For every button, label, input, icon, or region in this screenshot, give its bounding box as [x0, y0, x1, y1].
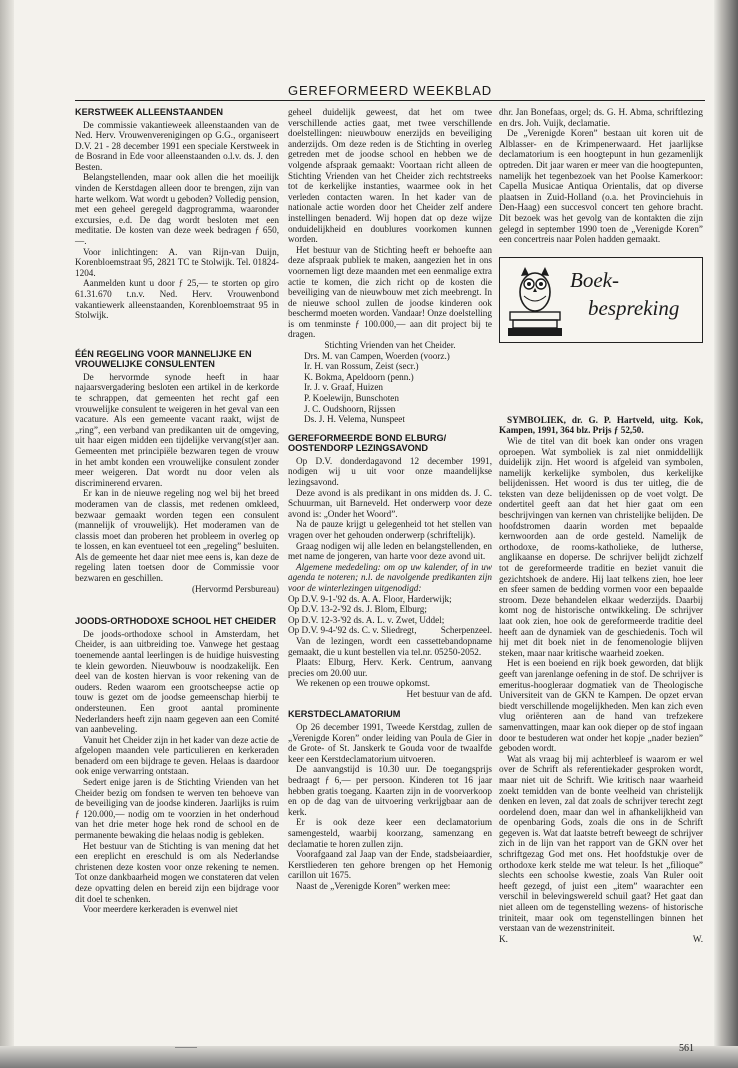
preacher-item: Op D.V. 9-4-'92 ds. C. v. Sliedregt, Scherpenzeel.: [288, 625, 492, 636]
article-regeling: [75, 349, 279, 594]
scan-edge-left: [0, 0, 14, 1068]
preacher-list: [288, 594, 492, 636]
paragraph: Na de pauze krijgt u gelegenheid tot het stellen van vragen over het gehouden onderwerp (schriftelijk).: [288, 519, 492, 540]
paragraph: Voorafgaand zal Jaap van der Ende, stadsbeiaardier, Kerstliederen ten gehore brengen op het Hemonig carillon uit 1675.: [288, 849, 492, 881]
book-review-title-2: bespreking: [588, 295, 680, 320]
board-member: K. Bokma, Apeldoorn (penn.): [304, 371, 414, 382]
preacher-item: Op D.V. 13-2-'92 ds. J. Blom, Elburg;: [288, 604, 427, 615]
paragraph: Vanuit het Cheider zijn in het kader van deze actie de afgelopen maanden vele particulieren en kerkeraden benaderd om een bijdrage te geven. Helaas is daardoor ook enige verwarring ontstaan.: [75, 734, 279, 777]
preacher-item: Op D.V. 12-3-'92 ds. A. L. v. Zwet, Uddel;: [288, 614, 445, 625]
paragraph: Graag nodigen wij alle leden en belangstellenden, en met name de jongeren, van harte voor deze avond uit.: [288, 540, 492, 562]
page-header: GEREFORMEERD WEEKBLAD: [288, 83, 492, 98]
board-member: P. Koelewijn, Bunschoten: [304, 393, 399, 404]
board-member: J. C. Oudshoorn, Rijssen: [304, 403, 396, 414]
article-heading: KERSTWEEK ALLEENSTAANDEN: [75, 107, 224, 117]
board-member: Ds. J. H. Velema, Nunspeet: [304, 414, 405, 425]
paragraph: De „Verenigde Koren” bestaan uit koren uit de Alblasser- en de Krimpenerwaard. Het jaarlijkse declamatorium is een hoogtepunt in hun gezamenlijk optreden. Dit jaar waren er meer van die hoogtepunten, namelijk het tegenbezoek van het Poolse Kamerkoor: Capella Musicae Antiqua Orientalis, dat op diverse plaatsen in Zuid-Holland (o.a. het Provinciehuis in Den-Haag) een succesvol concert ten gehore bracht. Dit bezoek was het gevolg van de kontakten die zijn gelegd in september 1990 toen de „Verenigde Koren” een concertreis naar Polen hadden gemaakt.: [499, 128, 703, 245]
paragraph: dhr. Jan Bonefaas, orgel; ds. G. H. Abma, schriftlezing en drs. Joh. Vuijk, declamatie.: [499, 107, 703, 128]
column-1: [75, 107, 279, 915]
column-3: [499, 107, 703, 944]
board-member: Ir. J. v. Graaf, Huizen: [304, 382, 383, 393]
page-number: 561: [679, 1043, 694, 1054]
paragraph: Wie de titel van dit boek kan onder ons vragen oproepen. Wat symboliek is zal niet onmiddellijk duidelijk zijn. Het woord is afgeleid van symbolen, namelijk kerkelijke symbolen, dus kerkelijke belijdenissen. Het woord is dus ter uitleg, die de teksten van deze belijdenissen op de voet volgt. De ondertitel geeft aan dat het hier gaat om een beschrijvingen van kernen van christelijke belijden. De hoofdstromen daarin worden met bepaalde kernwoorden aan de orde gesteld. Namelijk de orthodoxe, de rooms-katholieke, de lutherse, anglikaanse en doperse. De schrijver belijdt zichzelf tot de gereformeerde traditie en beziet vanuit die gezichtshoek de andere. Hij laat telkens zien, hoe leer en sfeer samen de bedding vormen voor een bepaalde stroom. Deze behandelen elkaar wederzijds. Daarbij komt nog de historische ontwikkeling. De schrijver laat ook zien, hoe ook de gereformeerde traditie deel heeft aan de dynamiek van de geschiedenis. Toch wil hij met dit boek niet in de fenomenologie blijven steken, maar naar kritische waarheid zoeken.: [499, 435, 703, 658]
paragraph: Belangstellenden, maar ook allen die het moeilijk vinden de Kerstdagen alleen door te brengen, zijn van harte welkom. Wat wordt u geboden? Volledig pension, met een geheel geregeld dagprogramma, waaronder excursies, e.d. De dag wordt besloten met een meditatie. De kosten van deze week bedragen ƒ 650,—.: [75, 172, 279, 247]
paragraph: Plaats: Elburg, Herv. Kerk. Centrum, aanvang precies om 20.00 uur.: [288, 657, 492, 678]
scan-edge-right: [714, 0, 738, 1068]
signature-initial-right: W.: [692, 933, 703, 944]
paragraph: Op D.V. donderdagavond 12 december 1991, nodigen wij u uit voor onze maandelijkse lezingsavond.: [288, 455, 492, 487]
source-credit: (Hervormd Persbureau): [192, 583, 279, 594]
review-lead: SYMBOLIEK, dr. G. P. Hartveld, uitg. Kok, Kampen, 1991, 364 blz. Prijs ƒ 52,50.: [499, 414, 703, 436]
scan-edge-bottom: [0, 1046, 738, 1068]
paragraph: Er is ook deze keer een declamatorium samengesteld, waarbij koorzang, samenzang en declamatie te horen zullen zijn.: [288, 817, 492, 849]
signature: Het bestuur van de afd.: [406, 688, 492, 699]
board-member: Ir. H. van Rossum, Zeist (secr.): [304, 361, 419, 372]
article-heading: ÉÉN REGELING VOOR MANNELIJKE EN VROUWELIJKE CONSULENTEN: [75, 348, 252, 370]
paragraph: We rekenen op een trouwe opkomst.: [296, 678, 430, 689]
paragraph: De hervormde synode heeft in haar najaarsvergadering besloten een artikel in de kerkorde te schrappen, dat gemeenten het recht gaf een vrouwelijke consulent te weigeren in het geval van een vacature. Als een gemeente vacant raakt, wijst de „ring”, een verband van predikanten uit de omgeving, uit haar eigen midden een tijdelijke vervang(st)er aan. Gemeenten met principiële bezwaren tegen de vrouw in het ambt konden een vrouwelijke consulent zonder meer weigeren. Dat wordt nu door velen als discriminerend ervaren.: [75, 371, 279, 488]
paragraph: Het bestuur van de Stichting heeft er behoefte aan deze afspraak publiek te maken, aangezien het in ons voornemen ligt deze maanden met een eenmalige extra actie te komen, die zich richt op de kosten die beveiliging van de nieuwbouw met zich meebrengt. In de nieuwe school zullen de joodse kinderen ook beschermd moeten worden. Vandaar! Onze doelstelling is om tenminste ƒ 100.000,— aan dit project bij te dragen.: [288, 244, 492, 340]
article-heading: GEREFORMEERDE BOND ELBURG/ OOSTENDORP LEZINGSAVOND: [288, 432, 447, 454]
board-list: [304, 351, 492, 425]
paragraph: Voor meerdere kerkeraden is evenwel niet: [83, 904, 238, 915]
paragraph: geheel duidelijk geweest, dat het om twee verschillende acties gaat, met twee verschillende doelstellingen: nieuwbouw enerzijds en beveiliging anderzijds. Om deze reden is de Stichting in overleg getreden met de joodse school en hebben we de volgende afspraak gemaakt: Voortaan richt alleen de Stichting Vrienden van het Cheider zich rechtstreeks tot de kerkelijke instanties, waarmee ook in het verleden contacten waren. In het kader van de nationale actie worden door het Cheider zelf andere instellingen benaderd. Wij hopen dat op deze wijze onduidelijkheid en doublures voorkomen kunnen worden.: [288, 107, 492, 245]
paragraph: Er kan in de nieuwe regeling nog wel bij het breed moderamen van de classis, met redenen omkleed, bezwaar gemaakt worden tegen een consulent (mannelijk of vrouwelijk). Het moderamen van de classis moet dan proberen het probleem in overleg op te lossen, en kan eventueel tot een „regeling” besluiten. Als de gemeente het daar niet mee eens is, kan deze de regeling laten toetsen door de Commissie voor bezwaren en geschillen.: [75, 488, 279, 584]
column-2: [288, 107, 492, 891]
book-review-banner: [499, 257, 703, 343]
paragraph: Aanmelden kunt u door ƒ 25,— te storten op giro 61.31.670 t.n.v. Ned. Herv. Vrouwenbond vakantiewerk alleenstaanden, Korenbloemstraat 95 in Stolwijk.: [75, 278, 279, 321]
article-book-review: [499, 415, 703, 945]
board-title: Stichting Vrienden van het Cheider.: [324, 340, 456, 351]
paragraph: Van de lezingen, wordt een cassettebandopname gemaakt, die u kunt bestellen via tel.nr. 05250-2052.: [288, 635, 492, 657]
article-kerstweek: [75, 107, 279, 321]
paragraph: Wat als vraag bij mij achterbleef is waarom er wel over de Schrift als referentiekader gesproken wordt, maar niet uit de Schrift. Wie kritisch naar waarheid zoekt temidden van de bonte veelheid van christelijk denken en leven, zal dat zoals de schrijver terecht zegt oordelend doen, maar dan wel in afhankelijkheid van de openbaring Gods, zoals die ons in de Schrift gegeven is. Wat dat laatste betreft beweegt de schrijver zich in de lijn van het rapport van de GKN over het schriftgezag God met ons. Het hoofdstukje over de orthodoxe kerk stelde me wat teleur. Is het „filioque” slechts een schoolse kwestie, zoals Van Ruler ooit heeft gezegd, of juist een „item” waarachter een verschil in belevingswereld schuil gaat? Het gaat dan niet alleen om de tegenstelling wezens- of historische triniteit, maar ook om tegenstellingen binnen het verstaan van de wezenstriniteit.: [499, 753, 703, 934]
paragraph: Het is een boeiend en rijk boek geworden, dat blijk geeft van jarenlange oefening in de stof. De schrijver is emeritus-hoogleraar dogmatiek van de Theologische Universiteit van de GKN te Kampen. De opzet ervan biedt verschillende mogelijkheden. Men kan zich even vlug oriënteren aan de hand van trefzekere samenvattingen, maar kan ook dieper op de stof ingaan door te bestuderen wat onder het kopje „nader bezien” geboden wordt.: [499, 658, 703, 754]
paragraph: Naast de „Verenigde Koren” werken mee:: [296, 880, 451, 891]
article-heading: JOODS-ORTHODOXE SCHOOL HET CHEIDER: [75, 616, 276, 627]
article-heading: KERSTDECLAMATORIUM: [288, 709, 401, 720]
book-review-title-1: Boek-: [570, 267, 619, 292]
article-school: [75, 616, 279, 915]
signature-initial-left: K.: [499, 933, 508, 944]
owl-on-books-icon: [504, 264, 566, 338]
paragraph: De aanvangstijd is 10.30 uur. De toegangsprijs bedraagt ƒ 6,— per persoon. Kinderen tot 16 jaar hebben gratis toegang. Kaarten zijn in de voorverkoop en op de dag van de uitvoering verkrijgbaar aan de kerk.: [288, 764, 492, 817]
paragraph: Algemene mededeling: om op uw kalender, of in uw agenda te noteren; n.l. de navolgende predikanten zijn voor de winterlezingen uitgenodigd:: [288, 561, 492, 593]
preacher-item: Op D.V. 9-1-'92 ds. A. A. Floor, Harderwijk;: [288, 593, 452, 604]
paragraph: Voor inlichtingen: A. van Rijn-van Duijn, Korenbloemstraat 95, 2821 TC te Stolwijk. Tel. 01824-1204.: [75, 246, 279, 278]
paragraph: De joods-orthodoxe school in Amsterdam, het Cheider, is aan uitbreiding toe. Vanwege het gestaag toenemende aantal leerlingen is de huidige huisvesting te klein geworden. Nieuwbouw is noodzakelijk. Een deel van de kosten hiervan is voor rekening van de ouders. Reden waarom een grootscheepse actie op touw is gezet om de joodse gemeenschap hierbij te ondersteunen. Een groot aantal prominente Nederlanders heeft zijn naam gegeven aan een Comité van aanbeveling.: [75, 628, 279, 735]
article-declamatorium: [288, 709, 492, 891]
header-rule: [75, 100, 705, 101]
article-school-continued: [288, 107, 492, 425]
board-member: Drs. M. van Campen, Woerden (voorz.): [304, 350, 450, 361]
review-signature: [499, 934, 703, 945]
paragraph: Het bestuur van de Stichting is van mening dat het een ereplicht en ereschuld is om als Nederlandse christenen deze kosten voor onze rekening te nemen. Tot onze dankbaarheid mogen we constateren dat velen deze opvatting delen en bereid zijn een bijdrage voor dit doel te schenken.: [75, 840, 279, 904]
paragraph: Op 26 december 1991, Tweede Kerstdag, zullen de „Verenigde Koren” onder leiding van Poula de Gier in de Grote- of St. Janskerk te Gouda voor de twaalfde keer een Kerstdeclamatorium uitvoeren.: [288, 721, 492, 764]
article-elburg: [288, 433, 492, 700]
paragraph: Deze avond is als predikant in ons midden ds. J. C. Schuurman, uit Barneveld. Het onderwerp voor deze avond is: „Onder het Woord”.: [288, 487, 492, 519]
paragraph: De commissie vakantieweek alleenstaanden van de Ned. Herv. Vrouwenverenigingen op G.G., organiseert D.V. 21 - 28 december 1991 een speciale Kerstweek in de Bosrand in Ede voor alleenstaanden o.l.v. ds. J. den Besten.: [75, 119, 279, 172]
paragraph: Sedert enige jaren is de Stichting Vrienden van het Cheider bezig om fondsen te werven ten behoeve van de beveiliging van de joodse kinderen. Jaarlijks is ruim ƒ 120.000,— nodig om te voorzien in het onderhoud van het drie meter hoge hek rond de school en de permanente bewaking die helaas nodig is gebleken.: [75, 777, 279, 841]
pencil-mark: [175, 1047, 197, 1048]
